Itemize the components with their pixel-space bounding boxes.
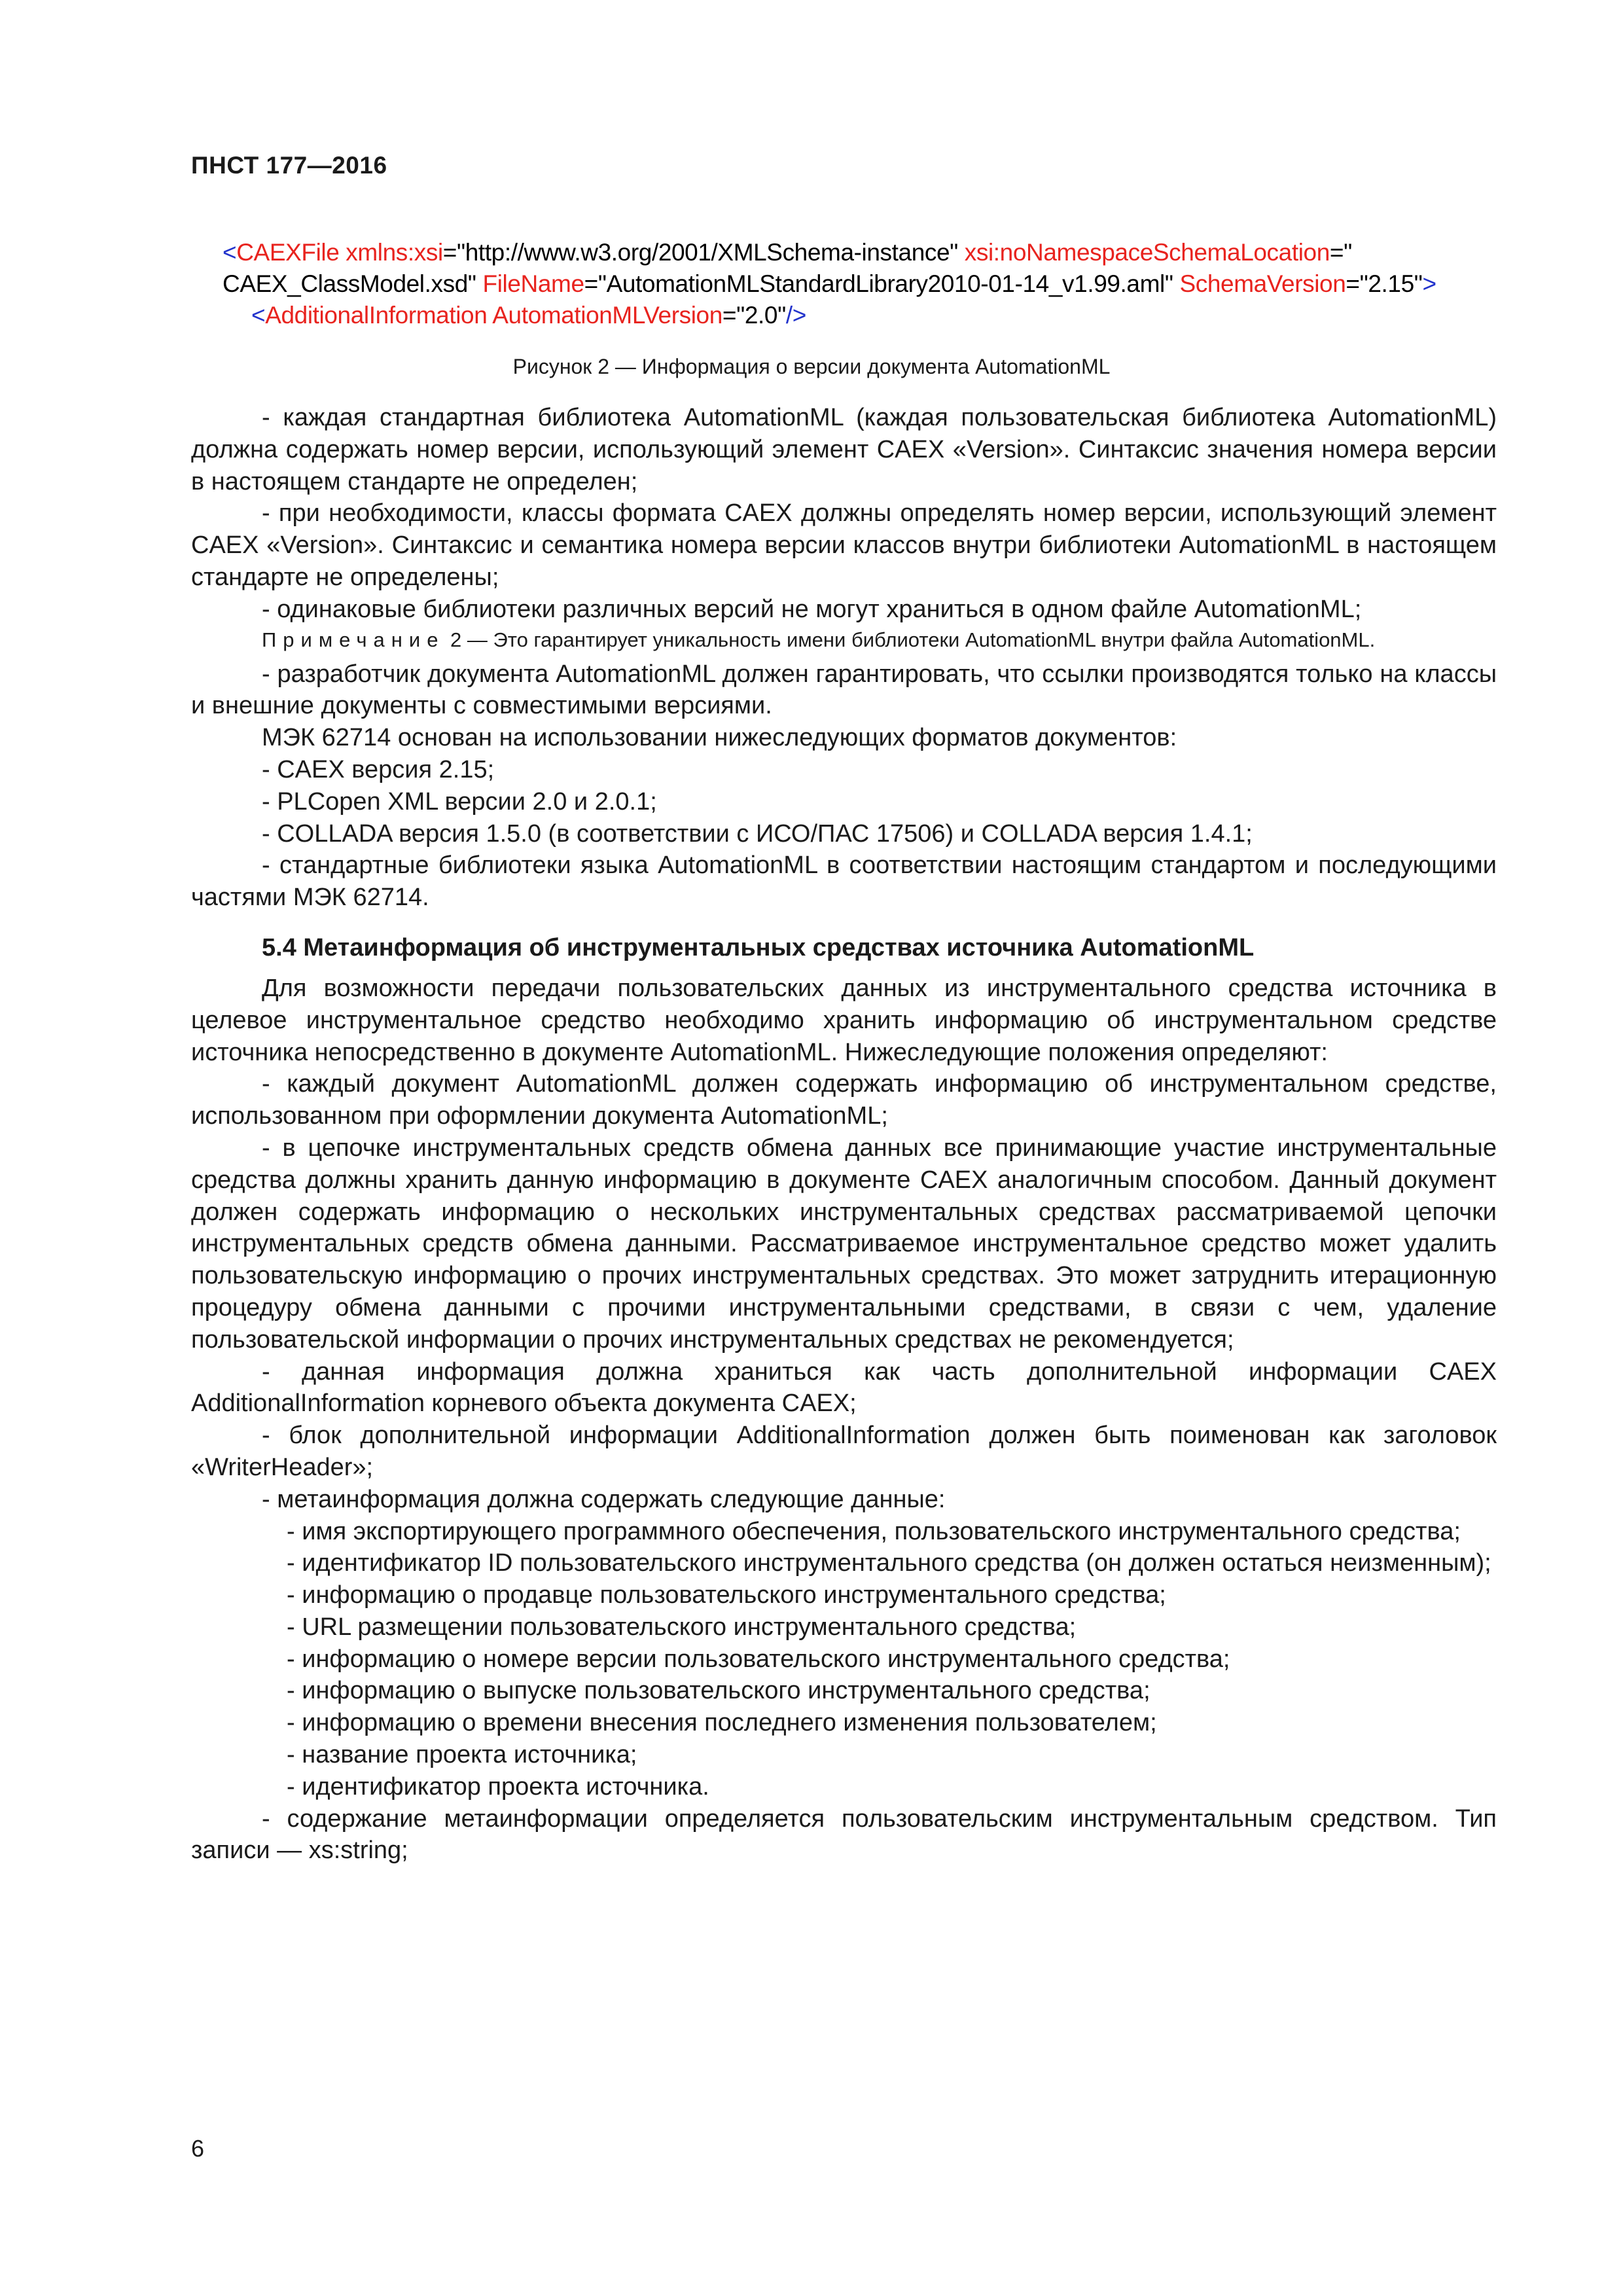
- paragraph: - PLCopen XML версии 2.0 и 2.0.1;: [262, 787, 657, 816]
- code-token: >: [1422, 270, 1436, 297]
- sub-list-item: - информацию о выпуске пользовательского инструментального средства;: [287, 1677, 1150, 1705]
- code-token: SchemaVersion: [1179, 270, 1346, 297]
- code-token: ="AutomationMLStandardLibrary2010-01-14_v1.99.aml": [584, 270, 1180, 297]
- code-token: FileName: [482, 270, 584, 297]
- paragraph: - при необходимости, классы формата CAEX должны определять номер версии, использующий элемент CAEX «Version». Синтаксис и семантика номера версии классов внутри библиотеки AutomationML в настоящем стандарте не определены;: [191, 499, 1497, 591]
- paragraph: - в цепочке инструментальных средств обмена данных все принимающие участие инструментальные средства должны хранить данную информацию в документе CAEX аналогичным способом. Данный документ должен содержать информацию о нескольких инструментальных средствах рассматриваемой цепочки инструментальных средств обмена данными. Рассматриваемое инструментальное средство может удалить пользовательскую информацию о прочих инструментальных средствах. Это может затруднить итерационную процедуру обмена данными с прочими инструментальными средствами, в связи с чем, удаление пользовательской информации о прочих инструментальных средствах не рекомендуется;: [191, 1134, 1497, 1354]
- code-token: ="2.0": [722, 302, 786, 329]
- note-paragraph: [191, 627, 1497, 653]
- paragraph: - каждая стандартная библиотека AutomationML (каждая пользовательская библиотека AutomationML) должна содержать номер версии, использующий элемент CAEX «Version». Синтаксис значения номера версии в настоящем стандарте не определен;: [191, 404, 1497, 495]
- code-token: <: [223, 239, 237, 266]
- sub-list-item: - имя экспортирующего программного обеспечения, пользовательского инструментального средства;: [287, 1517, 1461, 1545]
- code-token: />: [785, 302, 806, 329]
- paragraph: - стандартные библиотеки языка AutomationML в соответствии настоящим стандартом и последующими частями МЭК 62714.: [191, 852, 1497, 912]
- paragraph: - содержание метаинформации определяется пользовательским инструментальным средством. Тип записи — xs:string;: [191, 1804, 1497, 1865]
- sub-list-item: - информацию о номере версии пользовательского инструментального средства;: [287, 1645, 1230, 1673]
- code-line: [223, 268, 1505, 300]
- code-token: ="http://www.w3.org/2001/XMLSchema-instance": [442, 239, 965, 266]
- code-token: <: [251, 302, 266, 329]
- code-line: [223, 237, 1505, 268]
- code-token: CAEXFile xmlns:xsi: [236, 239, 443, 266]
- code-token: xsi:noNamespaceSchemaLocation: [964, 239, 1330, 266]
- code-line: [223, 300, 1505, 331]
- sub-list-item: - информацию о времени внесения последнего изменения пользователем;: [287, 1709, 1157, 1737]
- paragraph: - данная информация должна храниться как часть дополнительной информации CAEX AdditionalInformation корневого объекта документа CAEX;: [191, 1357, 1497, 1418]
- paragraph: - блок дополнительной информации AdditionalInformation должен быть поименован как заголовок «WriterHeader»;: [191, 1422, 1497, 1481]
- paragraph: - каждый документ AutomationML должен содержать информацию об инструментальном средстве, использованном при оформлении документа AutomationML;: [191, 1070, 1497, 1130]
- body-text: [191, 402, 1497, 1867]
- note-text: 2 — Это гарантирует уникальность имени библиотеки AutomationML внутри файла AutomationML.: [444, 628, 1376, 651]
- sub-list-item: - URL размещении пользовательского инструментального средства;: [287, 1613, 1077, 1641]
- code-token: AdditionalInformation AutomationMLVersion: [265, 302, 722, 329]
- paragraph: МЭК 62714 основан на использовании нижеследующих форматов документов:: [262, 724, 1177, 752]
- sub-list-item: - идентификатор ID пользовательского инструментального средства (он должен остаться неизменным);: [287, 1549, 1491, 1577]
- sub-list-item: - информацию о продавце пользовательского инструментального средства;: [287, 1581, 1166, 1609]
- paragraph: - CAEX версия 2.15;: [262, 755, 495, 783]
- code-token: =": [1329, 239, 1352, 266]
- section-heading: 5.4 Метаинформация об инструментальных средствах источника AutomationML: [262, 933, 1255, 961]
- code-token: ="2.15": [1346, 270, 1423, 297]
- note-label: Примечание: [262, 628, 445, 651]
- document-designation: ПНСТ 177—2016: [191, 152, 387, 179]
- paragraph: - разработчик документа AutomationML должен гарантировать, что ссылки производятся только на классы и внешние документы с совместимыми версиями.: [191, 660, 1497, 720]
- paragraph: - метаинформация должна содержать следующие данные:: [262, 1485, 946, 1513]
- page-number: 6: [191, 2135, 205, 2162]
- sub-list-item: - название проекта источника;: [287, 1741, 637, 1769]
- paragraph: - COLLADA версия 1.5.0 (в соответствии с ИСО/ПАС 17506) и COLLADA версия 1.4.1;: [262, 819, 1253, 848]
- code-token: CAEX_ClassModel.xsd": [223, 270, 483, 297]
- paragraph: - одинаковые библиотеки различных версий не могут храниться в одном файле AutomationML;: [262, 595, 1362, 623]
- xml-code-figure: [223, 237, 1505, 331]
- figure-caption: Рисунок 2 — Информация о версии документа AutomationML: [512, 355, 1111, 378]
- paragraph: Для возможности передачи пользовательских данных из инструментального средства источника в целевое инструментальное средство необходимо хранить информацию об инструментальном средстве источника непосредственно в документе AutomationML. Нижеследующие положения определяют:: [191, 974, 1497, 1066]
- sub-list-item: - идентификатор проекта источника.: [287, 1772, 709, 1801]
